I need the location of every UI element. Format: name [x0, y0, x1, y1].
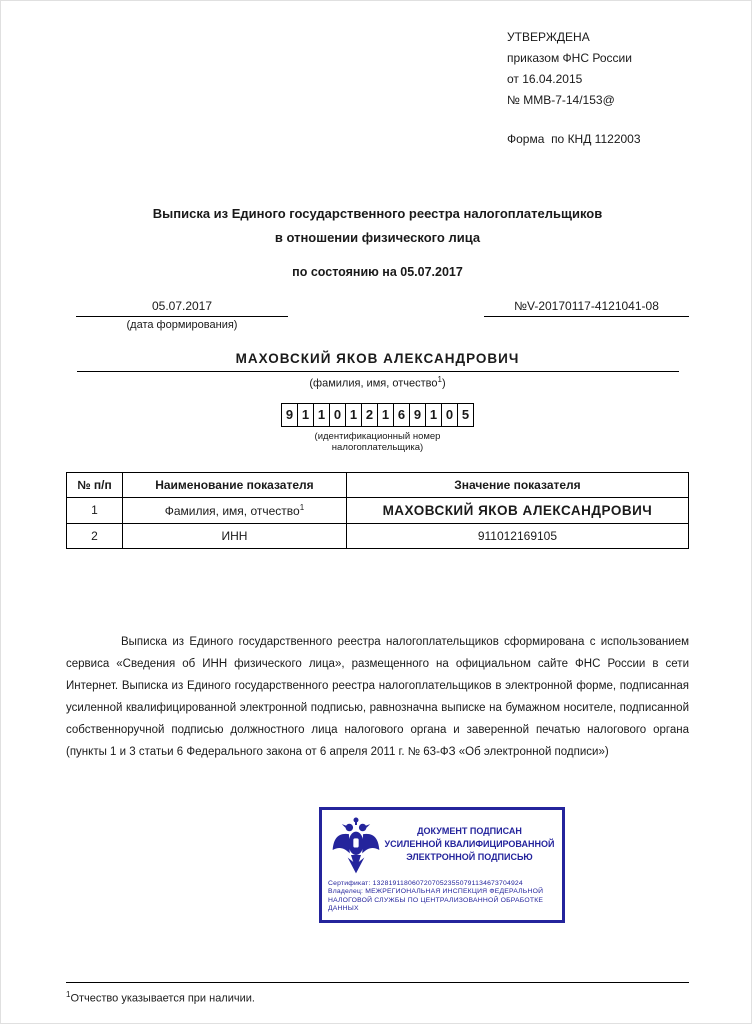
- taxpayer-name: МАХОВСКИЙ ЯКОВ АЛЕКСАНДРОВИЧ: [77, 351, 679, 372]
- indicator-footnote-ref: 1: [299, 502, 305, 512]
- signature-stamp: [319, 807, 565, 923]
- inn-boxes: [66, 403, 689, 427]
- footnote: [66, 982, 689, 1005]
- as-of-date: по состоянию на 05.07.2017: [292, 265, 463, 279]
- approval-line: № ММВ-7-14/153@: [507, 93, 615, 107]
- table-header-name: Наименование показателя: [122, 472, 346, 497]
- name-caption-text: (фамилия, имя, отчество: [309, 377, 438, 390]
- inn-caption-line1: (идентификационный номер: [314, 430, 441, 442]
- inn-digit: 0: [441, 403, 458, 427]
- stamp-top: [328, 815, 555, 875]
- table-row: [67, 523, 689, 548]
- name-caption-footnote-ref: 1: [437, 375, 442, 384]
- coat-of-arms-icon: [328, 815, 384, 875]
- inn-digit: 6: [393, 403, 410, 427]
- inn-digit: 9: [409, 403, 426, 427]
- row-num: 1: [67, 497, 123, 523]
- title-line-1: Выписка из Единого государственного реестра налогоплательщиков: [152, 206, 603, 221]
- inn-digit: 1: [377, 403, 394, 427]
- certificate-line: Сертификат: 13281911806072070523550791134673704924: [328, 879, 523, 887]
- table-header-num: № п/п: [67, 472, 123, 497]
- formation-date-block: [76, 299, 288, 331]
- inn-digit: 1: [425, 403, 442, 427]
- inn-digit: 9: [281, 403, 298, 427]
- table-header-row: [67, 472, 689, 497]
- inn-digit: 0: [329, 403, 346, 427]
- name-caption-close: ): [441, 377, 446, 390]
- stamp-title-line3: ЭЛЕКТРОННОЙ ПОДПИСЬЮ: [406, 852, 533, 863]
- title-line-2: в отношении физического лица: [274, 230, 481, 245]
- approval-block: [507, 27, 679, 150]
- formation-date: 05.07.2017: [76, 299, 288, 317]
- name-caption: [66, 375, 689, 390]
- table-row: [67, 497, 689, 523]
- owner-line: Владелец: МЕЖРЕГИОНАЛЬНАЯ ИНСПЕКЦИЯ ФЕДЕРАЛЬНОЙ НАЛОГОВОЙ СЛУЖБЫ ПО ЦЕНТРАЛИЗОВАННОЙ ОБРАБОТКЕ ДАННЫХ: [328, 888, 544, 913]
- stamp-title-line2: УСИЛЕННОЙ КВАЛИФИЦИРОВАННОЙ: [384, 839, 555, 850]
- row-num: 2: [67, 523, 123, 548]
- inn-digit: 1: [345, 403, 362, 427]
- inn-caption-line2: налогоплательщика): [331, 441, 424, 453]
- inn-digit: 2: [361, 403, 378, 427]
- stamp-meta: [328, 880, 555, 914]
- inn-block: [66, 403, 689, 453]
- row-indicator-name: [122, 523, 346, 548]
- row-indicator-value: МАХОВСКИЙ ЯКОВ АЛЕКСАНДРОВИЧ: [346, 497, 688, 523]
- document-number-block: [484, 299, 689, 317]
- row-indicator-name: [122, 497, 346, 523]
- footnote-ref: 1: [66, 990, 71, 1000]
- indicators-table: [66, 472, 689, 549]
- approval-line: от 16.04.2015: [507, 72, 583, 86]
- inn-caption: [66, 431, 689, 453]
- approval-line: приказом ФНС России: [507, 51, 632, 65]
- row-indicator-value: 911012169105: [346, 523, 688, 548]
- meta-row: [66, 299, 689, 331]
- body-paragraph: Выписка из Единого государственного реестра налогоплательщиков сформирована с использованием сервиса «Сведения об ИНН физического лица», размещенного на официальном сайте ФНС России в сети Интернет. Выписка из Единого государственного реестра налогоплательщиков в электронной форме, подписанная усиленной квалифицированной электронной подписью, равнозначна выписке на бумажном носителе, подписанной собственноручной подписью должностного лица налогового органа и заверенной печатью налогового органа (пункты 1 и 3 статьи 6 Федерального закона от 6 апреля 2011 г. № 63-ФЗ «Об электронной подписи»): [66, 635, 689, 758]
- taxpayer-name-block: [66, 351, 689, 390]
- indicator-name-text: Фамилия, имя, отчество: [164, 503, 300, 518]
- indicator-name-text: ИНН: [221, 528, 248, 543]
- formation-date-caption: (дата формирования): [126, 319, 238, 331]
- inn-digit: 5: [457, 403, 474, 427]
- document-title: [66, 202, 689, 250]
- document-number: №V-20170117-4121041-08: [484, 299, 689, 317]
- stamp-title: [384, 825, 555, 864]
- stamp-title-line1: ДОКУМЕНТ ПОДПИСАН: [417, 826, 522, 837]
- form-knd-label: Форма по КНД 1122003: [507, 132, 641, 146]
- approval-line: УТВЕРЖДЕНА: [507, 30, 590, 44]
- inn-digit: 1: [297, 403, 314, 427]
- footnote-text: Отчество указывается при наличии.: [70, 993, 255, 1005]
- inn-digit: 1: [313, 403, 330, 427]
- table-header-value: Значение показателя: [346, 472, 688, 497]
